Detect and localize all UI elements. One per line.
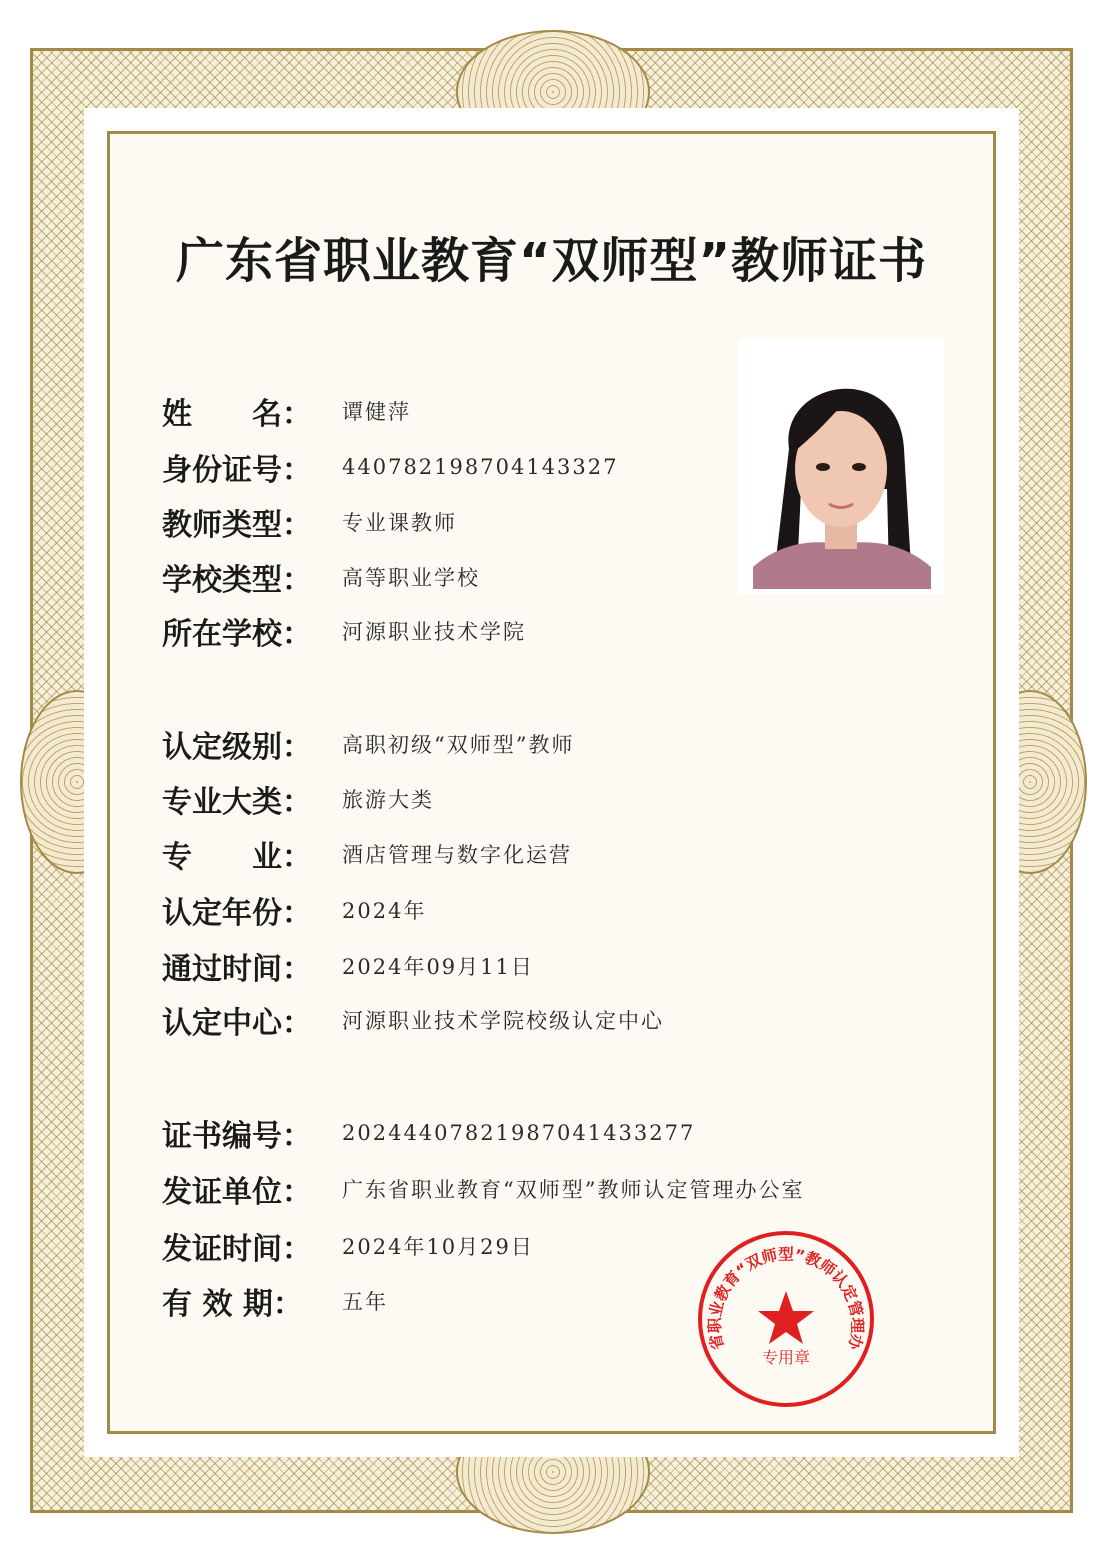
field-level — [162, 722, 574, 766]
field-label: 认定中心： — [162, 1006, 312, 1041]
field-teacher-type — [162, 500, 457, 544]
field-label: 发证时间： — [162, 1232, 312, 1267]
field-value: 20244407821987041433277 — [342, 1121, 696, 1145]
field-label: 专 业： — [162, 840, 312, 875]
field-value: 河源职业技术学院校级认定中心 — [342, 1009, 664, 1033]
field-label: 认定年份： — [162, 896, 312, 931]
seal-center-text: 专用章 — [761, 1348, 811, 1367]
field-label: 学校类型： — [162, 563, 312, 598]
seal-ring-text: 省职业教育“双师型”教师认定管理办 — [705, 1245, 867, 1352]
field-value: 专业课教师 — [342, 511, 457, 535]
certificate-title: 广东省职业教育“双师型”教师证书 — [175, 233, 928, 289]
field-major-category — [162, 777, 434, 821]
field-cert-center — [162, 998, 664, 1042]
field-value: 高等职业学校 — [342, 566, 480, 590]
field-validity — [162, 1279, 388, 1323]
field-value: 谭健萍 — [342, 400, 411, 424]
field-label: 通过时间： — [162, 952, 312, 987]
seal-star-icon — [758, 1291, 814, 1344]
field-value: 2024年 — [342, 899, 427, 923]
field-issue-date — [162, 1224, 534, 1268]
field-value: 五年 — [342, 1290, 388, 1314]
field-value: 440782198704143327 — [342, 455, 619, 479]
field-school-type — [162, 555, 480, 599]
official-seal — [696, 1229, 876, 1409]
field-label: 证书编号： — [162, 1119, 312, 1154]
field-pass-date — [162, 944, 534, 988]
field-cert-year — [162, 888, 426, 932]
field-value: 酒店管理与数字化运营 — [342, 843, 572, 867]
field-label: 发证单位： — [162, 1175, 312, 1210]
field-value: 2024年09月11日 — [342, 955, 534, 979]
field-cert-number — [162, 1111, 695, 1155]
field-label: 有 效 期： — [162, 1287, 303, 1322]
field-value: 2024年10月29日 — [342, 1235, 534, 1259]
field-value: 旅游大类 — [342, 788, 434, 812]
field-major — [162, 832, 572, 876]
field-value: 广东省职业教育“双师型”教师认定管理办公室 — [342, 1178, 805, 1202]
field-value: 河源职业技术学院 — [342, 620, 526, 644]
field-label: 专业大类： — [162, 785, 312, 820]
field-id-number — [162, 445, 619, 489]
field-name — [162, 389, 411, 433]
field-label: 所在学校： — [162, 617, 312, 652]
field-value: 高职初级“双师型”教师 — [342, 733, 575, 757]
field-label: 姓 名： — [162, 397, 312, 432]
field-label: 教师类型： — [162, 508, 312, 543]
field-label: 认定级别： — [162, 730, 312, 765]
portrait-photo — [739, 339, 944, 594]
field-school — [162, 609, 526, 653]
field-label: 身份证号： — [162, 453, 312, 488]
field-issuer — [162, 1167, 804, 1211]
